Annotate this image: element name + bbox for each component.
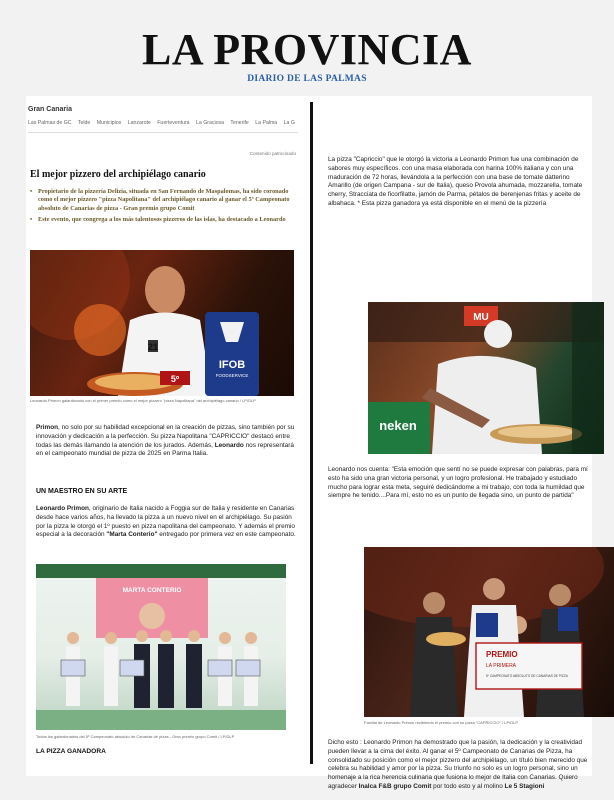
nav-item-telde[interactable]: Telde [77, 120, 91, 126]
nav-item-la-gomera[interactable]: La G [283, 120, 295, 126]
award-sign-subtitle: LA PRIMERA [486, 663, 517, 669]
article-paragraph-4: Leonardo nos cuenta: "Esta emoción que sentí no se puede expresar con palabras, para mí esto ha sido una gran victoria personal, y un logro profesional. He trabajado y estudiado mucho para lograr esta meta, seguiré dedicándome a mi trabajo, con toda la humildad que siempre he tenido....Para mí, esto no es un punto de llegada sino, un punto de partida" [328, 466, 588, 500]
photo-group-illustration [36, 564, 286, 730]
nav-item-fuerteventura[interactable]: Fuerteventura [157, 120, 190, 126]
highlight-item: • Propietario de la pizzería Delizia, situada en San Fernando de Maspalomas, ha sido coronado como el mejor pizzero "pizza Napolitana" del archipiélago canario al ganar el 5º Campeonato absoluto de Canarias de pizza - Gran premio grupo Comit [30, 188, 294, 213]
left-column [26, 96, 302, 764]
article-paragraph-2: Leonardo Primon, originario de Italia nacido a Foggia sur de Italia y residente en Canarias desde hace varios años, ha llevado la pizza a un nuevo nivel en el archipiélago. Su pasión por la pizza le otorgó el 1º puesto en pizza napolitana del campeonato. Y además el premio especial a la decoración "Marta Conterio" entregado por primera vez en este campeonato. [36, 505, 296, 539]
masthead [0, 26, 614, 84]
brand-bottle-text: neken [379, 418, 417, 433]
section-title[interactable]: Gran Canaria [28, 106, 72, 113]
nav-item-municipios[interactable]: Municipios [96, 120, 122, 126]
subheading-pizza-ganadora: LA PIZZA GANADORA [36, 748, 106, 755]
column-divider [310, 102, 313, 764]
photo-award-winners-group[interactable] [36, 564, 286, 730]
article-headline: El mejor pizzero del archipiélago canario [30, 169, 206, 180]
nav-item-lanzarote[interactable]: Lanzarote [127, 120, 151, 126]
newspaper-logo[interactable]: LA PROVINCIA [142, 25, 472, 74]
nav-item-las-palmas[interactable]: Las Palmas de GC [28, 120, 72, 126]
sponsored-label: Contenido patrocinado [249, 151, 296, 156]
photo-family-illustration [364, 547, 614, 717]
banner-text: MARTA CONTERIO [122, 587, 182, 594]
photo-chef-illustration [368, 302, 604, 454]
highlight-item: • Este evento, que congrega a los más talentosos pizzeros de las islas, ha destacado a Leonardo [30, 216, 294, 224]
nav-divider [28, 132, 298, 133]
photo-pizza-making[interactable] [368, 302, 604, 454]
shop-sign-text: MU [473, 312, 489, 323]
nav-item-tenerife[interactable]: Tenerife [230, 120, 249, 126]
photo2-caption: Todos los galardonados del 5º Campeonato absoluto de Canarias de pizza - Gran premio grupo Comit / LP/DLP [36, 734, 235, 739]
photo-winner-with-trophy[interactable] [30, 250, 294, 396]
article-page [26, 96, 592, 790]
award-sign-detail: 5º CAMPEONATO ABSOLUTO DE CANARIAS DE PIZZA [486, 674, 568, 678]
photo-family-with-award[interactable] [364, 547, 614, 717]
jersey-number: 21 [147, 342, 159, 352]
article-paragraph-1: Primon, no solo por su habilidad excepcional en la creación de pizzas, sino también por su innovación y dedicación a la perfección. Su pizza Napolitana "CAPRICCIO" destacó entre todas las demás llamando la atención de los jurados. Además, Leonardo nos representará en el campeonato mundial de pizza de 2025 en Parma Italia. [36, 424, 295, 458]
prize-badge: 5º [170, 374, 180, 384]
nav-item-la-palma[interactable]: La Palma [255, 120, 278, 126]
award-sign-title: PREMIO [486, 650, 518, 659]
photo4-caption: Familia de Leonardo Primon recibiendo el premio con su pizza "CAPRICCIO" / LP/DLP [364, 720, 519, 725]
photo-winner-illustration [30, 250, 294, 396]
article-paragraph-3: La pizza "Capriccio" que le otorgó la victoria a Leonardo Primon fue una combinación de sabores muy específicos. con una masa elaborada con harina 100% italiana y con una maduración de 72 horas, llevándola a la perfección con una base de tomate datterino Amarillo (de origen Campana - sur de Italia), queso Provola ahumada, mozzarella, tomate cherry, Stracciata de ficorfilatte, jamón de Parma, pétalos de berenjenas fritas y aceite de albahaca. * Esta pizza ganadora ya está disponible en el menú de la pizzería [328, 156, 583, 207]
newspaper-subtitle: DIARIO DE LAS PALMAS [247, 74, 367, 84]
photo1-caption: Leonardo Primon galardonado con el primer premio como el mejor pizzero "pizza Napolitana" del archipiélago canario / LP/DLP [30, 398, 256, 403]
article-highlights [30, 188, 294, 228]
section-nav [28, 120, 298, 130]
subheading-maestro: UN MAESTRO EN SU ARTE [36, 488, 128, 495]
trophy-label: IFOB [218, 359, 246, 371]
nav-item-la-graciosa[interactable]: La Graciosa [196, 120, 224, 126]
article-paragraph-5: Dicho esto : Leonardo Primon ha demostrado que la pasión, la dedicación y la creatividad pueden llevar a la cima del éxito. Al ganar el 5º Campeonato de Canarias de Pizza, ha consolidado su posición como el mejor pizzero del archipiélago, un título bien merecido que celebra su habilidad y amor por la pizza. Su triunfo no solo es un logro personal, sino un homenaje a la rica herencia culinaria que fusiona lo mejor de Italia con Canarias. Quiero agradecer Inalca F&B grupo Comit por todo esto y al molino Le 5 Stagioni [328, 739, 588, 790]
trophy-sublabel: FOODSERVICE [215, 373, 249, 378]
